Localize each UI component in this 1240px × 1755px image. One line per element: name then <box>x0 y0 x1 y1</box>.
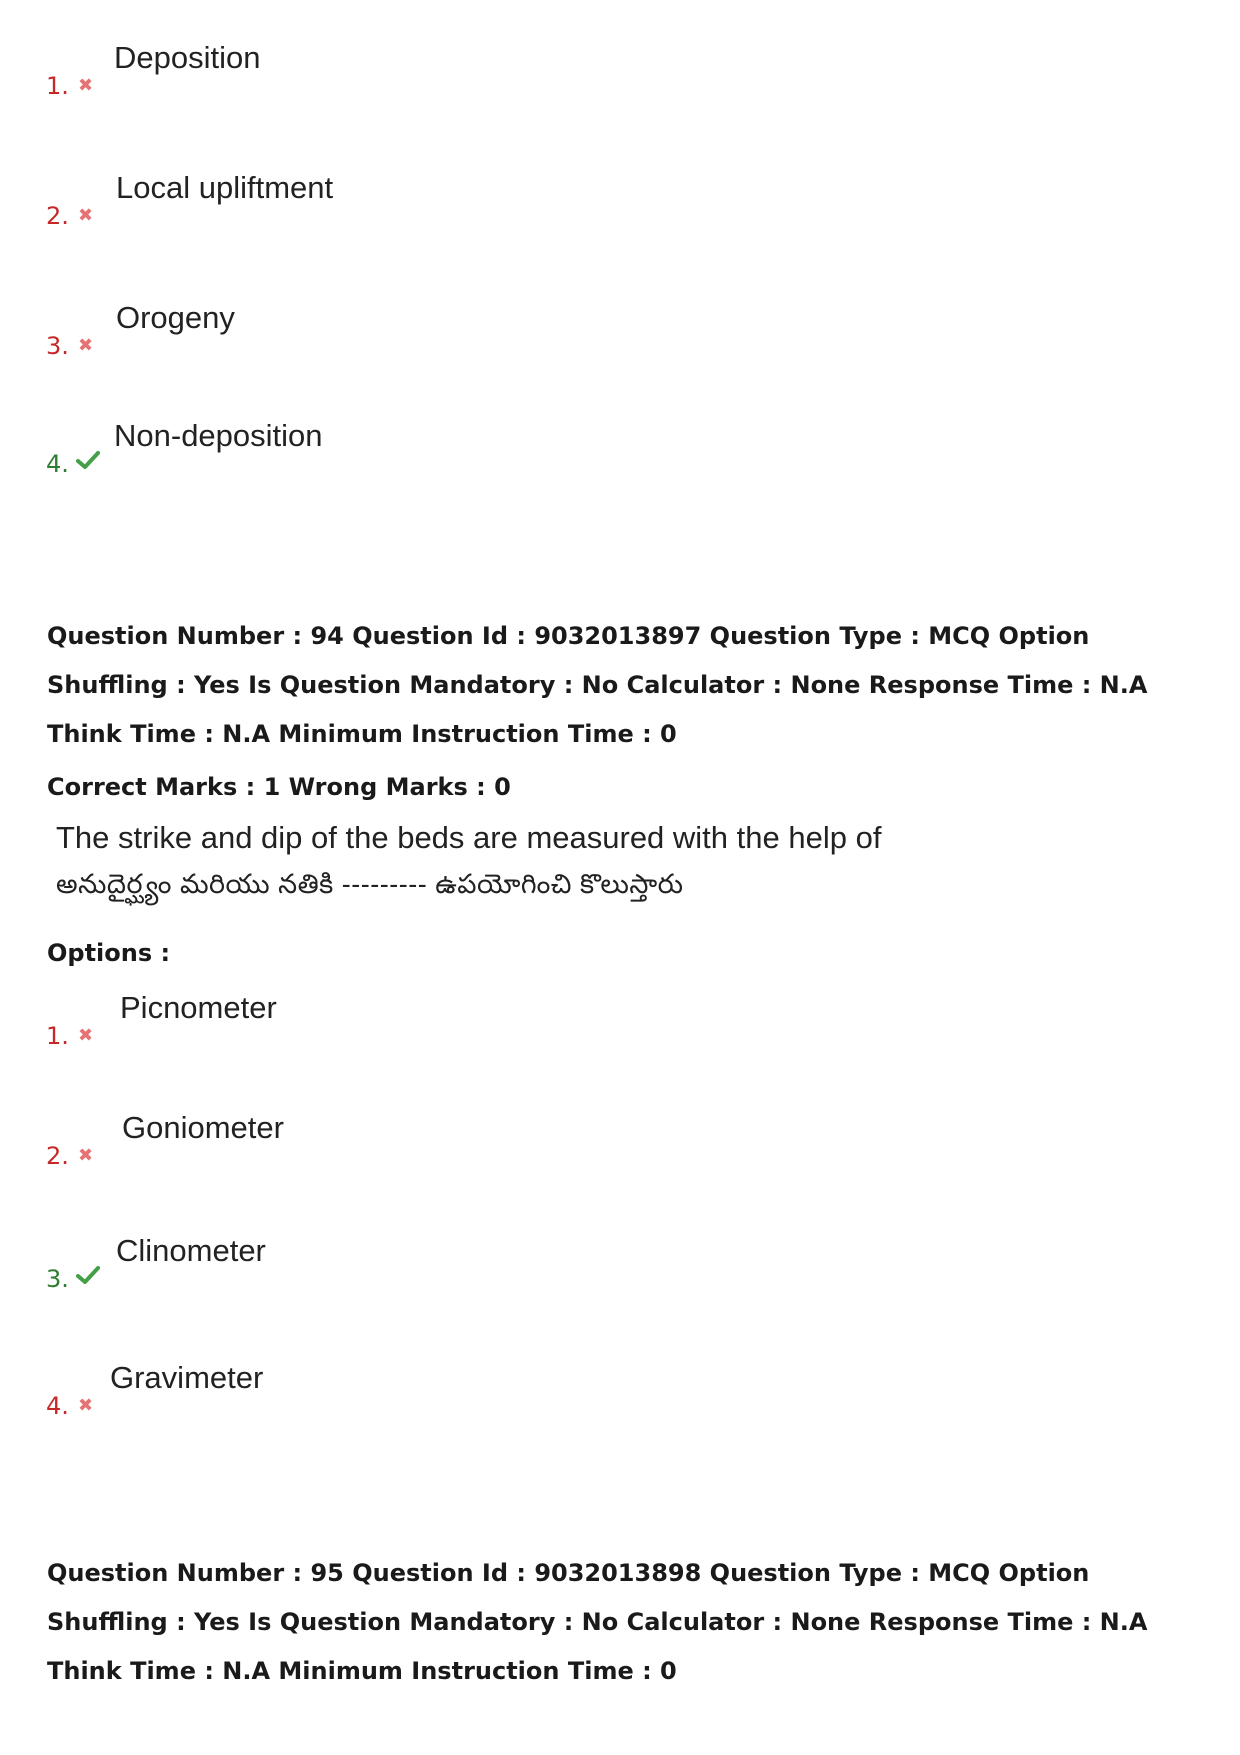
option-number: 1. <box>46 72 69 100</box>
option-number: 1. <box>46 1022 69 1050</box>
option-row <box>0 300 1240 360</box>
question-meta: Question Number : 94 Question Id : 9032013897 Question Type : MCQ Option Shuffling : Yes Is Question Mandatory : No Calculator : None Response Time : N.A Think Time : N.A Minimum Instruction Time : 0 <box>47 622 1148 748</box>
option-number: 2. <box>46 202 69 230</box>
option-text: Gravimeter <box>110 1360 264 1395</box>
option-row <box>0 990 1240 1050</box>
option-row <box>0 40 1240 100</box>
question-text-telugu: అనుదైర్ఘ్యం మరియు నతికి --------- ఉపయోగించి కొలుస్తారు <box>56 869 684 899</box>
check-icon <box>76 450 100 474</box>
option-row <box>0 1233 1240 1293</box>
option-row <box>0 418 1240 478</box>
option-text: Orogeny <box>116 300 235 335</box>
question-meta: Question Number : 95 Question Id : 9032013898 Question Type : MCQ Option Shuffling : Yes Is Question Mandatory : No Calculator : None Response Time : N.A Think Time : N.A Minimum Instruction Time : 0 <box>47 1559 1148 1685</box>
cross-icon: ✖ <box>78 1395 94 1416</box>
option-number: 3. <box>46 1265 69 1293</box>
marks-info: Correct Marks : 1 Wrong Marks : 0 <box>47 773 511 801</box>
option-number: 4. <box>46 450 69 478</box>
option-number: 2. <box>46 1142 69 1170</box>
option-row <box>0 170 1240 230</box>
option-row <box>0 1110 1240 1170</box>
option-text: Deposition <box>114 40 261 75</box>
option-text: Clinometer <box>116 1233 266 1268</box>
question-text-english: The strike and dip of the beds are measured with the help of <box>56 820 882 855</box>
check-icon <box>76 1265 100 1289</box>
cross-icon: ✖ <box>78 75 94 96</box>
option-number: 4. <box>46 1392 69 1420</box>
option-row <box>0 1360 1240 1420</box>
options-label: Options : <box>47 939 171 967</box>
option-number: 3. <box>46 332 69 360</box>
option-text: Local upliftment <box>116 170 334 205</box>
option-text: Non-deposition <box>114 418 323 453</box>
option-text: Picnometer <box>120 990 277 1025</box>
cross-icon: ✖ <box>78 205 94 226</box>
option-text: Goniometer <box>122 1110 284 1145</box>
cross-icon: ✖ <box>78 1025 94 1046</box>
cross-icon: ✖ <box>78 1145 94 1166</box>
cross-icon: ✖ <box>78 335 94 356</box>
